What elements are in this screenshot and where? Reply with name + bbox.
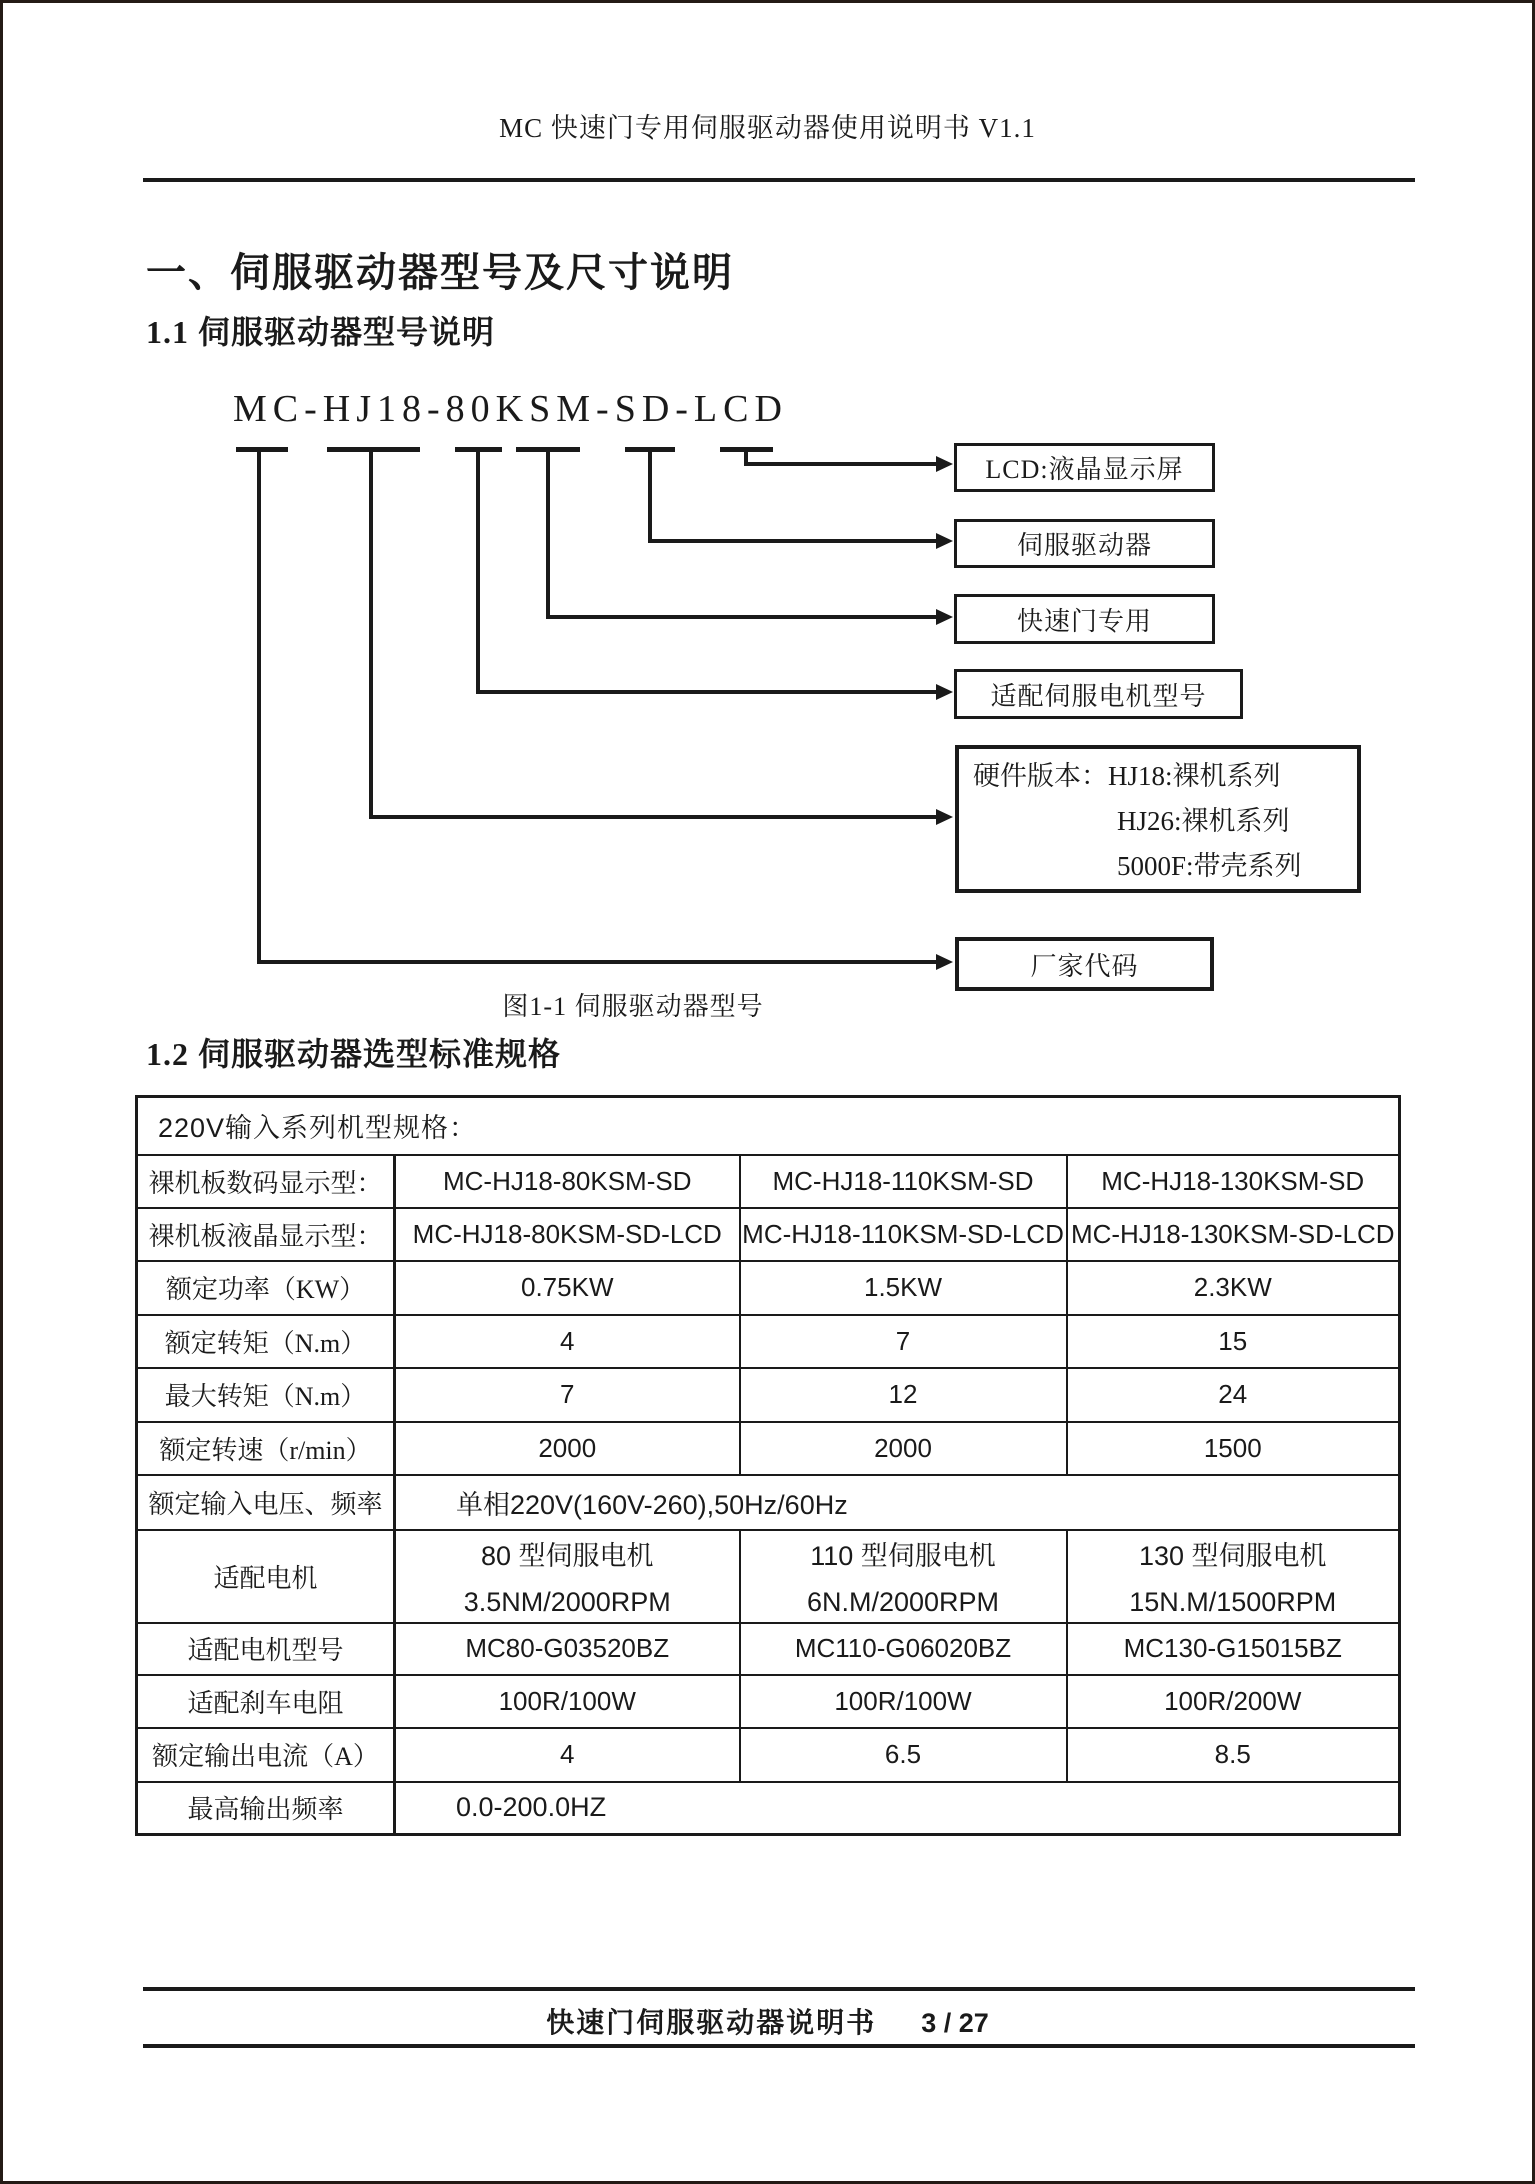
cell-value: 4 bbox=[395, 1728, 740, 1782]
cell-value: MC-HJ18-80KSM-SD bbox=[395, 1155, 740, 1208]
row-label: 额定转矩（N.m） bbox=[137, 1315, 395, 1368]
table-caption: 220V输入系列机型规格： bbox=[137, 1097, 1400, 1155]
section-1-title: 一、伺服驱动器型号及尺寸说明 bbox=[146, 250, 734, 295]
table-row bbox=[137, 1675, 1400, 1728]
hardware-version-line1: 硬件版本：HJ18:裸机系列 bbox=[973, 761, 1281, 791]
arrowhead-icon bbox=[936, 954, 953, 970]
row-label: 最高输出频率 bbox=[137, 1782, 395, 1835]
row-label: 额定输出电流（A） bbox=[137, 1728, 395, 1782]
connector-ksm-horizontal bbox=[546, 615, 938, 619]
cell-value: 24 bbox=[1067, 1368, 1400, 1422]
cell-value bbox=[1067, 1530, 1400, 1623]
diagram-box-motor bbox=[954, 669, 1243, 719]
table-row bbox=[137, 1728, 1400, 1782]
arrowhead-icon bbox=[936, 609, 953, 625]
arrowhead-icon bbox=[936, 456, 953, 472]
hardware-version-line3: 5000F:带壳系列 bbox=[1117, 851, 1302, 881]
section-1-2-title: 1.2 伺服驱动器选型标准规格 bbox=[146, 1036, 562, 1072]
motor-name: 80 型伺服电机 bbox=[480, 1541, 654, 1571]
diagram-box-hardware-version bbox=[955, 745, 1361, 893]
table-row bbox=[137, 1623, 1400, 1675]
page-footer bbox=[3, 2001, 1532, 2041]
cell-value: MC-HJ18-130KSM-SD-LCD bbox=[1067, 1208, 1400, 1261]
cell-value: 100R/200W bbox=[1067, 1675, 1400, 1728]
table-row bbox=[137, 1530, 1400, 1623]
cell-value: MC-HJ18-110KSM-SD-LCD bbox=[740, 1208, 1067, 1261]
cell-value-merged: 0.0-200.0HZ bbox=[395, 1782, 1400, 1835]
table-row bbox=[137, 1475, 1400, 1530]
row-label: 裸机板液晶显示型： bbox=[137, 1208, 395, 1261]
cell-value: 7 bbox=[395, 1368, 740, 1422]
connector-lcd-horizontal bbox=[744, 462, 938, 466]
cell-value: 100R/100W bbox=[740, 1675, 1067, 1728]
arrowhead-icon bbox=[936, 533, 953, 549]
page-header-title: MC 快速门专用伺服驱动器使用说明书 V1.1 bbox=[499, 113, 1036, 143]
row-label: 额定转速（r/min） bbox=[137, 1422, 395, 1475]
table-row bbox=[137, 1422, 1400, 1475]
cell-value: 15 bbox=[1067, 1315, 1400, 1368]
table-row bbox=[137, 1782, 1400, 1835]
table-caption-row bbox=[137, 1097, 1400, 1155]
diagram-box-vendor-label: 厂家代码 bbox=[1030, 951, 1139, 981]
footer-title: 快速门伺服驱动器说明书 bbox=[546, 2008, 877, 2039]
cell-value: 2000 bbox=[395, 1422, 740, 1475]
table-row bbox=[137, 1368, 1400, 1422]
motor-spec: 6N.M/2000RPM bbox=[806, 1587, 1000, 1617]
cell-value: MC-HJ18-80KSM-SD-LCD bbox=[395, 1208, 740, 1261]
diagram-box-door-label: 快速门专用 bbox=[1016, 606, 1152, 636]
connector-hj18-horizontal bbox=[369, 815, 938, 819]
figure-caption: 图1-1 伺服驱动器型号 bbox=[502, 992, 764, 1021]
cell-value: 2000 bbox=[740, 1422, 1067, 1475]
model-code: MC-HJ18-80KSM-SD-LCD bbox=[233, 388, 788, 430]
connector-sd-vertical bbox=[648, 447, 652, 543]
cell-value: 4 bbox=[395, 1315, 740, 1368]
cell-value-merged: 单相220V(160V-260),50Hz/60Hz bbox=[395, 1475, 1400, 1530]
connector-hj18-vertical bbox=[369, 447, 373, 819]
header-rule bbox=[143, 178, 1415, 182]
row-label: 额定功率（KW） bbox=[137, 1261, 395, 1315]
diagram-box-lcd-label: LCD:液晶显示屏 bbox=[985, 455, 1184, 484]
table-row bbox=[137, 1155, 1400, 1208]
arrowhead-icon bbox=[936, 684, 953, 700]
arrowhead-icon bbox=[936, 809, 953, 825]
cell-value bbox=[740, 1530, 1067, 1623]
row-label: 裸机板数码显示型： bbox=[137, 1155, 395, 1208]
cell-value: 2.3KW bbox=[1067, 1261, 1400, 1315]
motor-name: 130 型伺服电机 bbox=[1138, 1541, 1327, 1571]
cell-value: 1500 bbox=[1067, 1422, 1400, 1475]
diagram-box-door bbox=[954, 594, 1215, 644]
connector-80-vertical bbox=[476, 447, 480, 694]
row-label: 适配刹车电阻 bbox=[137, 1675, 395, 1728]
connector-mc-vertical bbox=[257, 447, 261, 964]
cell-value: 100R/100W bbox=[395, 1675, 740, 1728]
cell-value: 6.5 bbox=[740, 1728, 1067, 1782]
motor-spec: 15N.M/1500RPM bbox=[1129, 1587, 1337, 1617]
cell-value: 0.75KW bbox=[395, 1261, 740, 1315]
connector-ksm-vertical bbox=[546, 447, 550, 619]
diagram-box-motor-label: 适配伺服电机型号 bbox=[990, 681, 1207, 711]
cell-value: MC130-G15015BZ bbox=[1067, 1623, 1400, 1675]
cell-value: MC-HJ18-110KSM-SD bbox=[740, 1155, 1067, 1208]
cell-value: MC110-G06020BZ bbox=[740, 1623, 1067, 1675]
section-1-1-title: 1.1 伺服驱动器型号说明 bbox=[146, 314, 496, 350]
cell-value: MC-HJ18-130KSM-SD bbox=[1067, 1155, 1400, 1208]
footer-rule-bottom bbox=[143, 2044, 1415, 2048]
connector-mc-horizontal bbox=[257, 960, 938, 964]
spec-table bbox=[135, 1095, 1401, 1836]
motor-name: 110 型伺服电机 bbox=[810, 1541, 996, 1571]
table-row bbox=[137, 1315, 1400, 1368]
footer-rule-top bbox=[143, 1987, 1415, 1991]
cell-value: 1.5KW bbox=[740, 1261, 1067, 1315]
cell-value: 8.5 bbox=[1067, 1728, 1400, 1782]
footer-page-number: 3 / 27 bbox=[921, 2008, 989, 2038]
cell-value: 12 bbox=[740, 1368, 1067, 1422]
diagram-box-servo bbox=[954, 519, 1215, 568]
motor-spec: 3.5NM/2000RPM bbox=[463, 1587, 671, 1617]
connector-80-horizontal bbox=[476, 690, 938, 694]
diagram-box-vendor bbox=[955, 937, 1214, 991]
diagram-box-servo-label: 伺服驱动器 bbox=[1016, 531, 1152, 560]
cell-value: MC80-G03520BZ bbox=[395, 1623, 740, 1675]
row-label: 最大转矩（N.m） bbox=[137, 1368, 395, 1422]
table-row bbox=[137, 1208, 1400, 1261]
connector-sd-horizontal bbox=[648, 539, 938, 543]
hardware-version-line2: HJ26:裸机系列 bbox=[1117, 806, 1290, 836]
underline-hj18 bbox=[327, 447, 420, 452]
cell-value bbox=[395, 1530, 740, 1623]
table-row bbox=[137, 1261, 1400, 1315]
diagram-box-lcd bbox=[954, 443, 1215, 492]
row-label: 适配电机型号 bbox=[137, 1623, 395, 1675]
underline-mc bbox=[236, 447, 288, 452]
row-label: 额定输入电压、频率 bbox=[137, 1475, 395, 1530]
cell-value: 7 bbox=[740, 1315, 1067, 1368]
row-label: 适配电机 bbox=[137, 1530, 395, 1623]
